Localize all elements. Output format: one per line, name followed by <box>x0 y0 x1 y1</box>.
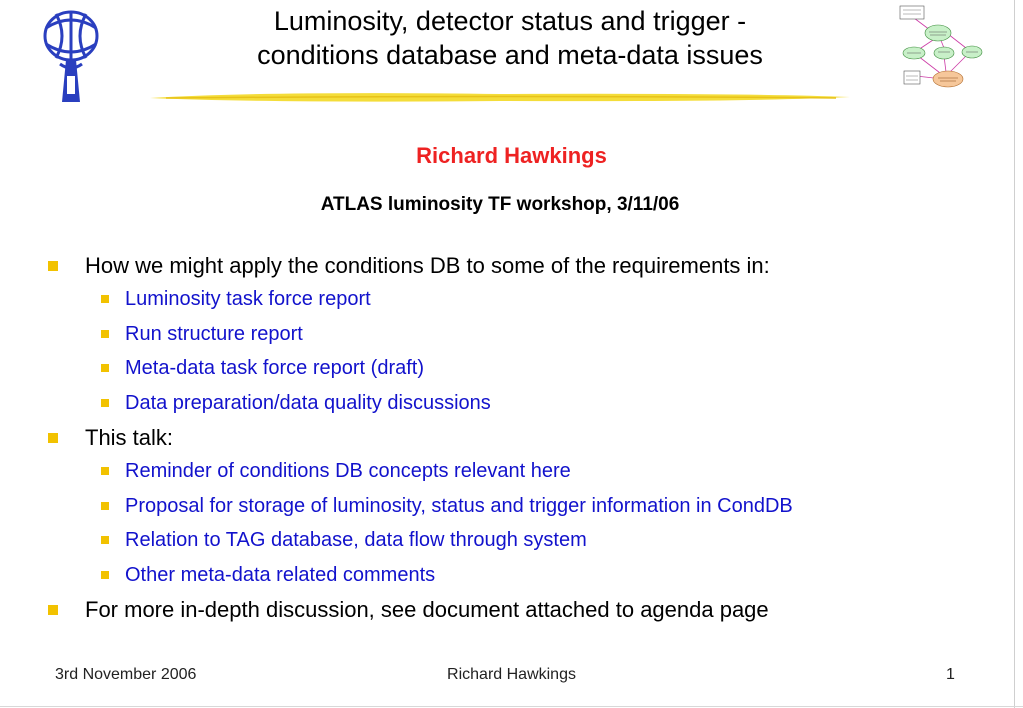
atlas-logo-icon <box>38 6 104 102</box>
sub-bullet-square-icon <box>101 502 109 510</box>
sub-bullet-square-icon <box>101 571 109 579</box>
sub-bullet-item <box>0 319 1014 354</box>
page-number: 1 <box>946 666 955 683</box>
slide-title <box>150 4 870 72</box>
slide-bottom-border <box>0 706 1023 707</box>
sub-bullet-text: Other meta-data related comments <box>125 563 436 586</box>
sub-bullet-text: Meta-data task force report (draft) <box>125 357 425 379</box>
sub-bullet-square-icon <box>101 399 109 407</box>
sub-bullet-item <box>0 560 1014 595</box>
slide-right-border <box>1014 0 1015 708</box>
bullet-text: How we might apply the conditions DB to some of the requirements in: <box>85 253 770 278</box>
data-flow-diagram-icon <box>896 4 986 90</box>
bullet-item <box>0 250 1014 284</box>
bullet-square-icon <box>48 433 58 443</box>
slide-title-line-1: Luminosity, detector status and trigger - <box>273 6 747 36</box>
bullet-list <box>0 250 1014 628</box>
bullet-item <box>0 594 1014 628</box>
bullet-square-icon <box>48 261 58 271</box>
bullet-text: This talk: <box>85 425 174 450</box>
event-subtitle: ATLAS luminosity TF workshop, 3/11/06 <box>320 194 680 215</box>
sub-bullet-text: Relation to TAG database, data flow through system <box>125 529 587 551</box>
sub-bullet-item <box>0 388 1014 423</box>
sub-bullet-text: Luminosity task force report <box>125 288 371 310</box>
sub-bullet-square-icon <box>101 295 109 303</box>
sub-bullet-text: Data preparation/data quality discussions <box>125 391 491 414</box>
sub-bullet-square-icon <box>101 536 109 544</box>
footer-author: Richard Hawkings <box>447 666 576 683</box>
bullet-item <box>0 422 1014 456</box>
sub-bullet-item <box>0 491 1014 526</box>
sub-bullet-square-icon <box>101 364 109 372</box>
sub-bullet-text: Proposal for storage of luminosity, status and trigger information in CondDB <box>125 494 793 517</box>
sub-bullet-item <box>0 353 1014 388</box>
slide-title-line-2: conditions database and meta-data issues <box>257 40 763 70</box>
sub-bullet-item <box>0 284 1014 319</box>
sub-bullet-text: Reminder of conditions DB concepts relevant here <box>125 460 571 482</box>
presenter-name: Richard Hawkings <box>416 143 607 168</box>
sub-bullet-square-icon <box>101 330 109 338</box>
bullet-text: For more in-depth discussion, see document attached to agenda page <box>85 597 769 622</box>
bullet-square-icon <box>48 605 58 615</box>
sub-bullet-text: Run structure report <box>125 322 303 345</box>
sub-bullet-item <box>0 456 1014 491</box>
sub-bullet-item <box>0 525 1014 560</box>
title-underline-decoration <box>146 89 854 105</box>
sub-bullet-square-icon <box>101 467 109 475</box>
footer-date: 3rd November 2006 <box>55 666 197 683</box>
